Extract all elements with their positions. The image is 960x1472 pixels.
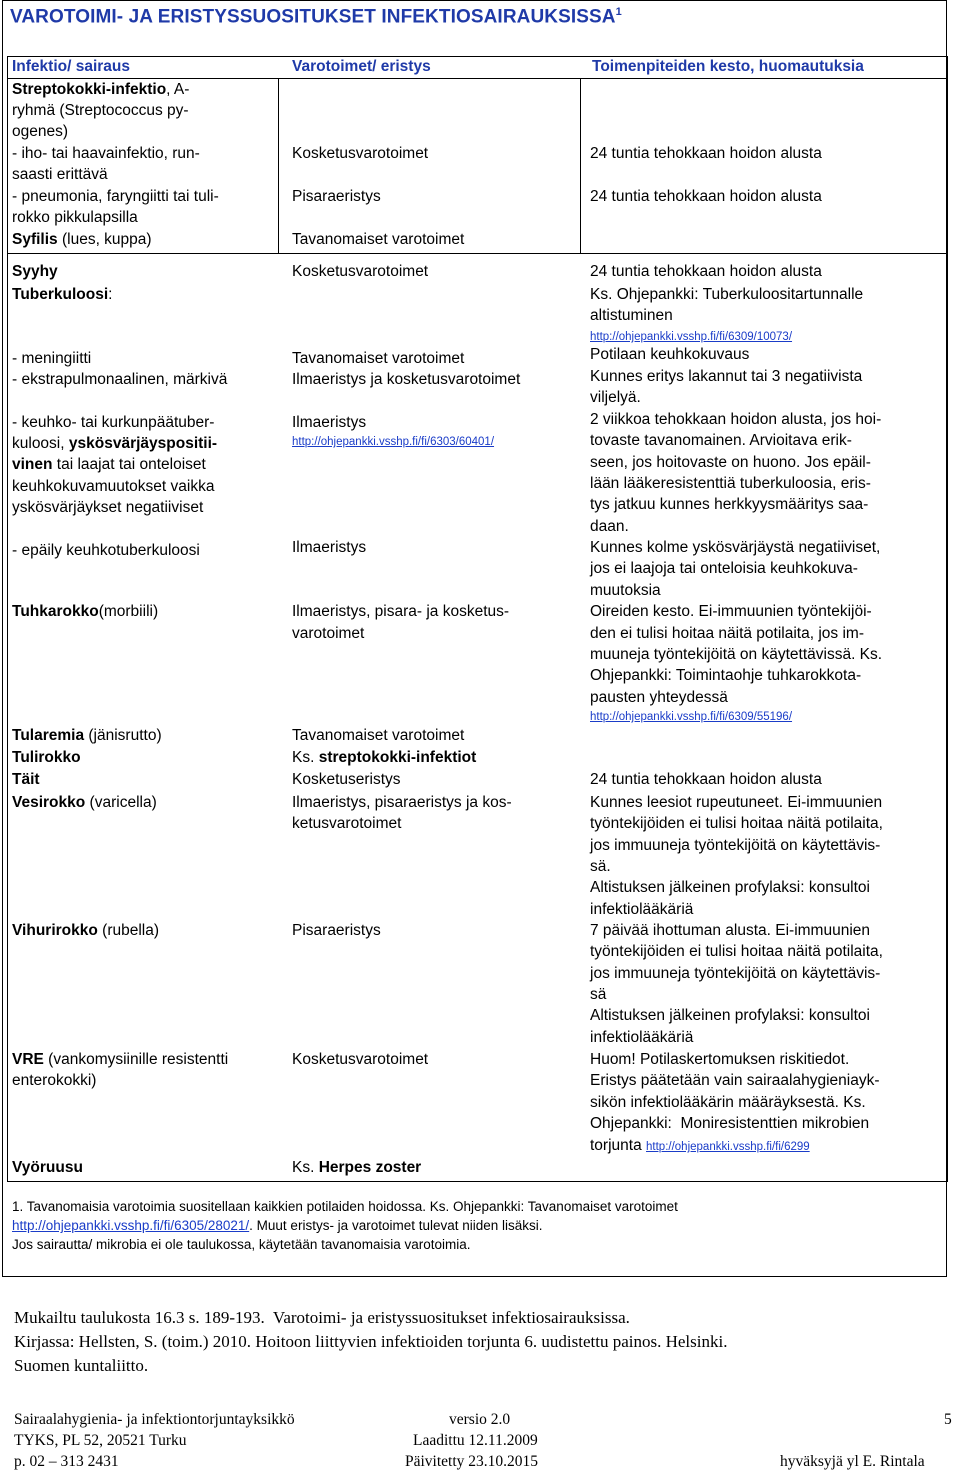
syyhy-precaution: Kosketusvarotoimet	[292, 263, 429, 280]
varicella-precaution-line2: ketusvarotoimet	[292, 815, 402, 832]
scarlet-fever-precaution: Ks. streptokokki-infektiot	[292, 749, 477, 766]
footer-version: versio 2.0	[449, 1411, 511, 1428]
strep-pneumonia-line1: - pneumonia, faryngiitti tai tuli-	[12, 188, 219, 205]
strep-name: Streptokokki-infektio, A-	[12, 81, 190, 98]
varicella-name: Vesirokko (varicella)	[12, 794, 157, 811]
syfilis-name: Syfilis (lues, kuppa)	[12, 231, 152, 248]
rubella-precaution: Pisaraeristys	[292, 922, 381, 939]
zoster-name: Vyöruusu	[12, 1159, 83, 1176]
vre-name-line2: enterokokki)	[12, 1072, 97, 1089]
tb-note-line2: altistuminen	[590, 307, 673, 324]
col-divider-2	[580, 78, 581, 254]
strep-pneumonia-note: 24 tuntia tehokkaan hoidon alusta	[590, 188, 822, 205]
footer-unit: Sairaalahygienia- ja infektiontorjuntayksikkö	[14, 1411, 295, 1428]
footer-created-date: Laadittu 12.11.2009	[413, 1432, 538, 1449]
scarlet-fever-name: Tulirokko	[12, 749, 81, 766]
tb-pulmonary-line4: keuhkokuvamuutokset vaikka	[12, 478, 215, 495]
measles-note-line1: Oireiden kesto. Ei-immuunien työntekijöi-	[590, 603, 872, 620]
syyhy-note: 24 tuntia tehokkaan hoidon alusta	[590, 263, 822, 280]
vre-name: VRE (vankomysiinille resistentti	[12, 1051, 229, 1068]
table-border-left	[7, 56, 8, 1182]
strep-skin-note: 24 tuntia tehokkaan hoidon alusta	[590, 145, 822, 162]
lice-note: 24 tuntia tehokkaan hoidon alusta	[590, 771, 822, 788]
vre-precaution: Kosketusvarotoimet	[292, 1051, 429, 1068]
measles-precaution-line2: varotoimet	[292, 625, 365, 642]
tb-pulmonary-note-line1: 2 viikkoa tehokkaan hoidon alusta, jos hoi-	[590, 411, 882, 428]
tb-suspected-note-line2: jos ei laajoja tai onteloisia keuhkokuva-	[590, 560, 858, 577]
strep-name-line3: ogenes)	[12, 123, 69, 140]
syfilis-precaution: Tavanomaiset varotoimet	[292, 231, 465, 248]
measles-precaution-line1: Ilmaeristys, pisara- ja kosketus-	[292, 603, 510, 620]
tb-suspected-note-line1: Kunnes kolme yskösvärjäystä negatiiviset,	[590, 539, 881, 556]
tb-name: Tuberkuloosi:	[12, 286, 113, 303]
tb-suspected-precaution: Ilmaeristys	[292, 539, 367, 556]
footer-page-number: 5	[944, 1411, 952, 1428]
row-divider-strep	[7, 253, 948, 254]
tb-extrapulmonary: - ekstrapulmonaalinen, märkivä	[12, 371, 228, 388]
tb-pulmonary-line3: vinen tai laajat tai onteloiset	[12, 456, 206, 473]
footer-phone: p. 02 – 313 2431	[14, 1453, 119, 1470]
rubella-note-line6: infektiolääkäriä	[590, 1029, 694, 1046]
page-title: VAROTOIMI- JA ERISTYSSUOSITUKSET INFEKTIOSAIRAUKSISSA$^1$	[10, 6, 622, 28]
measles-name: Tuhkarokko(morbiili)	[12, 603, 159, 620]
measles-note-line3: muuneja työntekijöitä on käytettävissä. Ks.	[590, 646, 883, 663]
vre-note-line5: torjunta http://ohjepankki.vsshp.fi/fi/6299	[590, 1137, 810, 1154]
footer-approver: hyväksyjä yl E. Rintala	[780, 1453, 925, 1470]
rubella-note-line4: sä	[590, 986, 607, 1003]
strep-skin-line1: - iho- tai haavainfektio, run-	[12, 145, 200, 162]
tb-airborne-link[interactable]: http://ohjepankki.vsshp.fi/fi/6303/60401/	[292, 436, 495, 448]
tb-meningitis-precaution: Tavanomaiset varotoimet	[292, 350, 465, 367]
rubella-note-line5: Altistuksen jälkeinen profylaksi: konsultoi	[590, 1007, 870, 1024]
source-line3: Suomen kuntaliitto.	[14, 1356, 149, 1375]
varicella-precaution-line1: Ilmaeristys, pisaraeristys ja kos-	[292, 794, 512, 811]
tularemia-name: Tularemia (jänisrutto)	[12, 727, 162, 744]
source-line2: Kirjassa: Hellsten, S. (toim.) 2010. Hoitoon liittyvien infektioiden torjunta 6. uudistettu painos. Helsinki.	[14, 1332, 728, 1351]
footnote-link[interactable]: http://ohjepankki.vsshp.fi/fi/6305/28021/	[12, 1218, 250, 1233]
tb-pulmonary-line1: - keuhko- tai kurkunpäätuber-	[12, 414, 215, 431]
varicella-note-line4: sä.	[590, 858, 611, 875]
tb-pulmonary-note-line4: lään lääkeresistenttiä tuberkuloosia, eris-	[590, 475, 871, 492]
vre-note-line1: Huom! Potilaskertomuksen riskitiedot.	[590, 1051, 850, 1068]
tb-exposure-link[interactable]: http://ohjepankki.vsshp.fi/fi/6309/10073/	[590, 331, 793, 343]
strep-pneumonia-line2: rokko pikkulapsilla	[12, 209, 138, 226]
tb-extrapulmonary-note-line1: Kunnes eritys lakannut tai 3 negatiivista	[590, 368, 863, 385]
tb-extrapulmonary-precaution: Ilmaeristys ja kosketusvarotoimet	[292, 371, 521, 388]
strep-name-line2: ryhmä (Streptococcus py-	[12, 102, 189, 119]
tb-pulmonary-note-line2: tovaste tavanomainen. Arvioitava erik-	[590, 432, 852, 449]
strep-skin-line2: saasti erittävä	[12, 166, 108, 183]
tb-meningitis: - meningiitti	[12, 350, 92, 367]
varicella-note-line2: työntekijöiden ei tulisi hoitaa näitä potilaita,	[590, 815, 883, 832]
col-divider-1	[278, 78, 279, 254]
tb-pulmonary-note-line3: seen, jos hoitovaste on huono. Jos epäil-	[590, 454, 871, 471]
tb-pulmonary-note-line6: daan.	[590, 518, 629, 535]
table-border-bottom	[7, 1181, 948, 1182]
tb-meningitis-note: Potilaan keuhkokuvaus	[590, 346, 750, 363]
rubella-note-line3: jos immuuneja työntekijöitä on käytettävis-	[590, 965, 881, 982]
tb-pulmonary-line5: yskösvärjäykset negatiiviset	[12, 499, 204, 516]
strep-pneumonia-precaution: Pisaraeristys	[292, 188, 381, 205]
varicella-note-line3: jos immuuneja työntekijöitä on käytettävis-	[590, 837, 881, 854]
lice-precaution: Kosketuseristys	[292, 771, 401, 788]
varicella-note-line1: Kunnes leesiot rupeutuneet. Ei-immuunien	[590, 794, 883, 811]
rubella-name: Vihurirokko (rubella)	[12, 922, 160, 939]
syyhy-name: Syyhy	[12, 263, 58, 280]
tb-note-line1: Ks. Ohjepankki: Tuberkuloositartunnalle	[590, 286, 864, 303]
table-border-top	[7, 56, 948, 57]
rubella-note-line1: 7 päivää ihottuman alusta. Ei-immuunien	[590, 922, 871, 939]
measles-link[interactable]: http://ohjepankki.vsshp.fi/fi/6309/55196/	[590, 711, 793, 723]
source-line1: Mukailtu taulukosta 16.3 s. 189-193. Varotoimi- ja eristyssuositukset infektiosairauksissa.	[14, 1308, 630, 1327]
varicella-note-line6: infektiolääkäriä	[590, 901, 694, 918]
footnote-line2: http://ohjepankki.vsshp.fi/fi/6305/28021/. Muut eristys- ja varotoimet tulevat niiden lisäksi.	[12, 1218, 543, 1233]
footer-updated-date: Päivitetty 23.10.2015	[405, 1453, 539, 1470]
measles-note-line5: pausten yhteydessä	[590, 689, 728, 706]
strep-skin-precaution: Kosketusvarotoimet	[292, 145, 429, 162]
footer-address: TYKS, PL 52, 20521 Turku	[14, 1432, 187, 1449]
tb-extrapulmonary-note-line2: viljelyä.	[590, 389, 641, 406]
rubella-note-line2: työntekijöiden ei tulisi hoitaa näitä potilaita,	[590, 943, 883, 960]
measles-note-line2: den ei tulisi hoitaa näitä potilaita, jos im-	[590, 625, 864, 642]
measles-note-line4: Ohjepankki: Toimintaohje tuhkarokkota-	[590, 667, 862, 684]
tb-pulmonary-note-line5: tys jatkuu kunnes herkkyysmääritys saa-	[590, 496, 869, 513]
header-precautions: Varotoimet/ eristys	[292, 58, 431, 75]
lice-name: Täit	[12, 771, 40, 788]
vre-note-line4: Ohjepankki: Moniresistenttien mikrobien	[590, 1115, 870, 1132]
vre-link[interactable]: http://ohjepankki.vsshp.fi/fi/6299	[646, 1141, 810, 1153]
header-duration: Toimenpiteiden kesto, huomautuksia	[592, 58, 864, 75]
tularemia-precaution: Tavanomaiset varotoimet	[292, 727, 465, 744]
vre-note-line2: Eristys päätetään vain sairaalahygieniayk-	[590, 1072, 880, 1089]
tb-suspected: - epäily keuhkotuberkuloosi	[12, 542, 200, 559]
varicella-note-line5: Altistuksen jälkeinen profylaksi: konsultoi	[590, 879, 870, 896]
tb-pulmonary-line2: kuloosi, yskösvärjäyspositii-	[12, 435, 218, 452]
vre-note-line3: sikön infektiolääkärin määräyksestä. Ks.	[590, 1094, 866, 1111]
tb-suspected-note-line3: muutoksia	[590, 582, 661, 599]
header-infection: Infektio/ sairaus	[12, 58, 131, 75]
footnote-line1: 1. Tavanomaisia varotoimia suositellaan kaikkien potilaiden hoidossa. Ks. Ohjepankki: Tavanomaiset varotoimet	[12, 1199, 678, 1214]
tb-pulmonary-precaution: Ilmaeristys	[292, 414, 367, 431]
table-border-right	[947, 56, 948, 1182]
footnote-line3: Jos sairautta/ mikrobia ei ole taulukossa, käytetään tavanomaisia varotoimia.	[12, 1237, 471, 1252]
zoster-precaution: Ks. Herpes zoster	[292, 1159, 422, 1176]
